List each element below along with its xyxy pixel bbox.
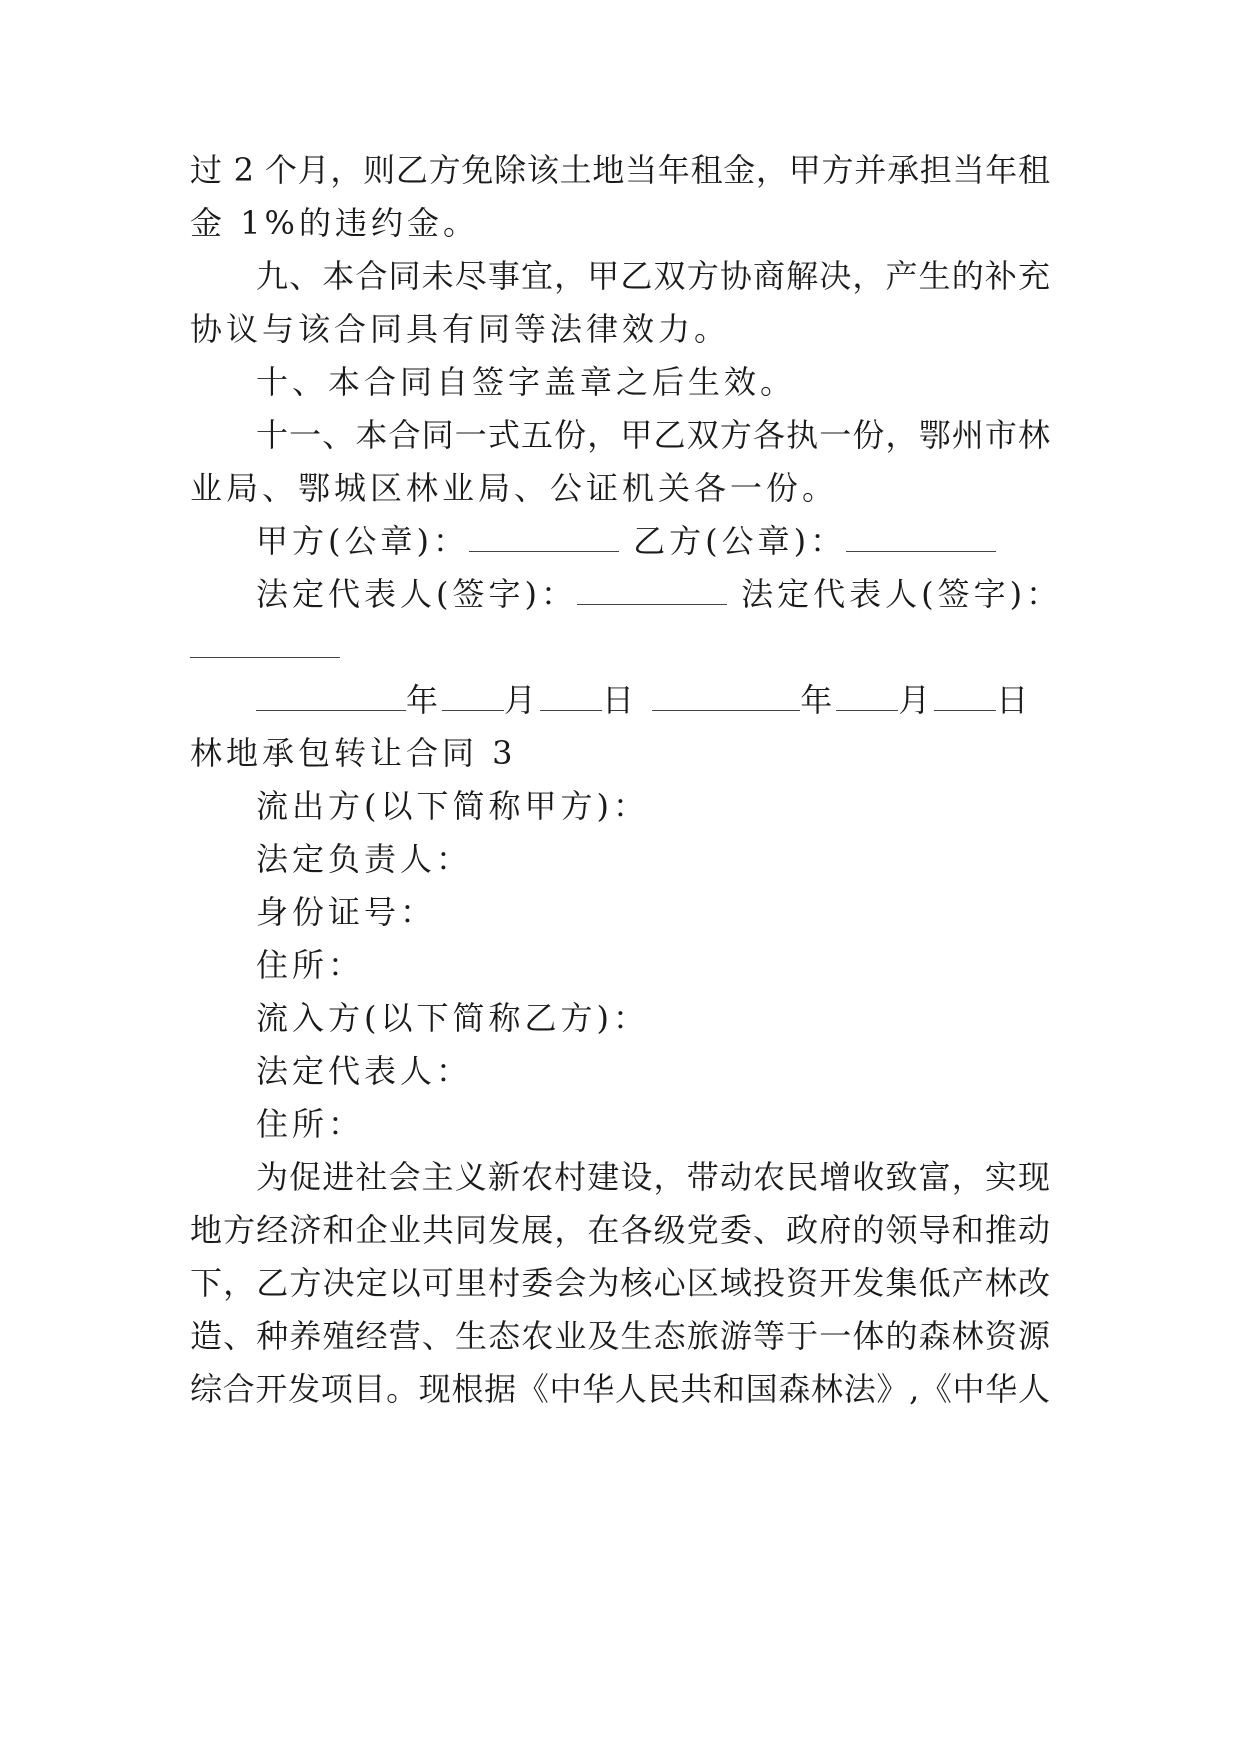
party-a-seal-label: 甲方(公章)： xyxy=(256,522,469,560)
year-blank xyxy=(256,682,406,711)
party-b-rep-label: 法定代表人(签字)： xyxy=(741,575,1063,613)
date-line xyxy=(256,680,1050,720)
paragraph-line: 过 2 个月，则乙方免除该土地当年租金，甲方并承担当年租 xyxy=(190,151,1050,189)
party-a-rep-blank xyxy=(577,576,727,605)
body-line: 下，乙方决定以可里村委会为核心区域投资开发集低产林改 xyxy=(190,1264,1050,1302)
year-blank xyxy=(652,682,800,711)
party-field: 法定负责人： xyxy=(256,840,473,878)
section-title: 林地承包转让合同 3 xyxy=(190,734,517,772)
body-line: 为促进社会主义新农村建设，带动农民增收致富，实现 xyxy=(256,1158,1050,1196)
body-line: 地方经济和企业共同发展，在各级党委、政府的领导和推动 xyxy=(190,1211,1050,1249)
party-field: 身份证号： xyxy=(256,893,437,931)
year-label: 年 xyxy=(406,681,443,719)
body-line: 综合开发项目。现根据《中华人民共和国森林法》,《中华人 xyxy=(190,1370,1050,1408)
clause-11-line: 十一、本合同一式五份，甲乙双方各执一份，鄂州市林 xyxy=(256,416,1050,454)
day-blank xyxy=(540,682,602,711)
day-label: 日 xyxy=(602,681,639,719)
party-b-rep-blank xyxy=(190,629,340,658)
clause-9-line: 协议与该合同具有同等法律效力。 xyxy=(190,310,731,348)
party-a-rep-label: 法定代表人(签字)： xyxy=(256,575,577,613)
clause-9-line: 九、本合同未尽事宜，甲乙双方协商解决，产生的补充 xyxy=(256,257,1050,295)
party-field: 流出方(以下简称甲方)： xyxy=(256,787,649,825)
seal-line xyxy=(256,521,1050,561)
month-label: 月 xyxy=(898,681,935,719)
month-label: 月 xyxy=(504,681,541,719)
party-b-seal-label: 乙方(公章)： xyxy=(633,522,847,560)
clause-11-line: 业局、鄂城区林业局、公证机关各一份。 xyxy=(190,469,839,507)
party-field: 法定代表人： xyxy=(256,1052,473,1090)
party-a-seal-blank xyxy=(469,523,619,552)
paragraph-line: 金 1%的违约金。 xyxy=(190,204,479,242)
month-blank xyxy=(836,682,898,711)
day-blank xyxy=(934,682,996,711)
party-field: 流入方(以下简称乙方)： xyxy=(256,999,649,1037)
month-blank xyxy=(442,682,504,711)
party-b-rep-blank-line xyxy=(190,627,1050,667)
clause-10-line: 十、本合同自签字盖章之后生效。 xyxy=(256,363,797,401)
day-label: 日 xyxy=(996,681,1033,719)
year-label: 年 xyxy=(800,681,837,719)
party-field: 住所： xyxy=(256,946,365,984)
representative-line xyxy=(256,574,1063,614)
party-field: 住所： xyxy=(256,1105,365,1143)
party-b-seal-blank xyxy=(846,523,996,552)
body-line: 造、种养殖经营、生态农业及生态旅游等于一体的森林资源 xyxy=(190,1317,1050,1355)
